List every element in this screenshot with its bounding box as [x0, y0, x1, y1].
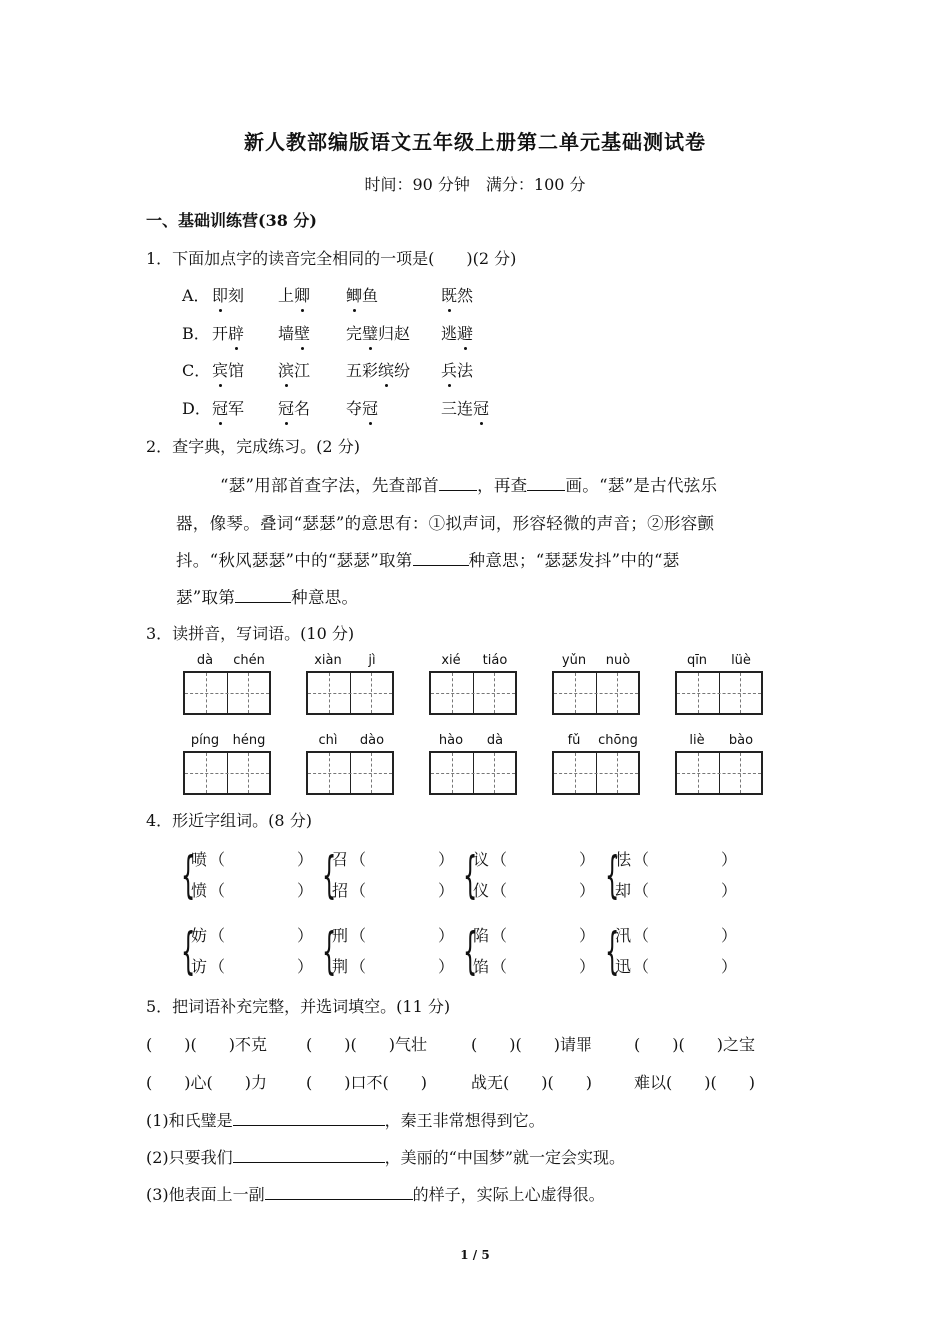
exam-info: 时间：90 分钟 满分：100 分 — [364, 175, 586, 194]
q2-text: 抖。“秋风瑟瑟”中的“瑟瑟”取第 — [176, 551, 413, 570]
similar-char: 却 — [615, 881, 632, 900]
option-word — [278, 358, 310, 381]
brace-icon: { — [605, 846, 620, 904]
q2-text: ，再查 — [477, 476, 528, 495]
option-letter: A． — [182, 286, 210, 305]
dotted-char: 冠 — [212, 396, 228, 419]
word-part: 归赵 — [378, 323, 411, 343]
word-part: 刻 — [228, 286, 245, 305]
dotted-char: 冠 — [362, 396, 378, 419]
grid-guide — [185, 693, 269, 694]
sentence-1 — [146, 1108, 545, 1131]
paren-open[interactable]: （ — [491, 881, 508, 900]
similar-char: 仪 — [473, 881, 490, 900]
idiom-blank[interactable]: ( )心( )力 — [146, 1073, 267, 1092]
similar-char: 愤 — [191, 881, 208, 900]
idiom-blank[interactable]: ( )( )气壮 — [306, 1035, 427, 1054]
paren-close: ） — [297, 881, 314, 900]
page-title: 新人教部编版语文五年级上册第二单元基础测试卷 — [244, 130, 706, 154]
pinyin-label: hào — [438, 733, 464, 748]
paren-open[interactable]: （ — [350, 850, 367, 869]
section-heading: 一、基础训练营(38 分) — [146, 211, 317, 230]
pinyin-label: yǔn — [561, 653, 587, 668]
paren-close: ） — [579, 850, 596, 869]
word-part: 馆 — [228, 361, 245, 380]
word-part: 开 — [212, 323, 229, 343]
sentence-2 — [146, 1145, 625, 1168]
dotted-char: 卿 — [294, 283, 310, 306]
paren-close: ） — [579, 957, 596, 976]
option-word — [212, 321, 244, 344]
option-word — [212, 358, 244, 381]
answer-blank[interactable] — [265, 1183, 413, 1200]
paren-close: ） — [579, 926, 596, 945]
option-word — [346, 283, 378, 306]
grid-guide — [677, 773, 761, 774]
similar-char: 汛 — [615, 926, 632, 945]
option-word — [441, 283, 473, 306]
paren-close: ） — [721, 850, 738, 869]
writing-box[interactable] — [675, 751, 763, 795]
sentence-text: ，秦王非常想得到它。 — [384, 1111, 545, 1130]
sentence-text: (2)只要我们 — [146, 1148, 233, 1167]
option-word — [212, 396, 244, 419]
dotted-char: 避 — [457, 321, 473, 344]
option-word — [278, 396, 310, 419]
similar-char: 荆 — [332, 957, 349, 976]
writing-box[interactable] — [429, 671, 517, 715]
dotted-char: 冠 — [473, 396, 489, 419]
dotted-char: 既 — [441, 283, 457, 306]
word-part: 法 — [457, 361, 474, 380]
sentence-text: 的样子，实际上心虚得很。 — [412, 1185, 605, 1204]
paren-open[interactable]: （ — [633, 926, 650, 945]
answer-blank[interactable] — [413, 549, 469, 566]
paren-open[interactable]: （ — [350, 881, 367, 900]
question-2-line-1 — [220, 472, 717, 496]
answer-blank[interactable] — [235, 586, 291, 603]
brace-icon: { — [463, 922, 478, 980]
pinyin-label: chōng — [598, 733, 638, 748]
pinyin-label: píng — [190, 733, 220, 748]
word-part: 鱼 — [362, 286, 379, 305]
word-part: 纷 — [394, 361, 411, 380]
question-2-stem: 2．查字典，完成练习。(2 分) — [146, 437, 360, 456]
writing-box[interactable] — [183, 751, 271, 795]
paren-close: ） — [297, 850, 314, 869]
sentence-text: (1)和氏璧是 — [146, 1111, 233, 1130]
dotted-char: 鲫 — [346, 283, 362, 306]
pinyin-label: dà — [196, 653, 214, 668]
pinyin-label: dào — [359, 733, 385, 748]
brace-icon: { — [322, 922, 337, 980]
pinyin-label: chì — [318, 733, 338, 748]
dotted-char: 辟 — [228, 321, 244, 344]
option-word — [212, 283, 244, 306]
grid-guide — [308, 693, 392, 694]
word-part: 夺 — [346, 398, 363, 418]
pinyin-label: liè — [689, 733, 705, 748]
similar-char: 妨 — [191, 926, 208, 945]
question-2-line-2: 器，像琴。叠词“瑟瑟”的意思有：①拟声词，形容轻微的声音；②形容颤 — [176, 514, 715, 533]
brace-icon: { — [463, 846, 478, 904]
paren-open[interactable]: （ — [209, 957, 226, 976]
writing-box[interactable] — [183, 671, 271, 715]
q2-text: 瑟”取第 — [176, 588, 236, 607]
paren-close: ） — [297, 957, 314, 976]
idiom-blank[interactable]: ( )口不( ) — [306, 1073, 427, 1092]
paren-open[interactable]: （ — [209, 881, 226, 900]
q2-text: 画。“瑟”是古代弦乐 — [565, 476, 718, 495]
similar-char: 馅 — [473, 957, 490, 976]
pinyin-label: fǔ — [567, 733, 581, 748]
paren-close: ） — [297, 926, 314, 945]
similar-char: 怯 — [615, 850, 632, 869]
paren-open[interactable]: （ — [350, 957, 367, 976]
idiom-blank[interactable]: 战无( )( ) — [471, 1073, 592, 1092]
word-part: 江 — [294, 361, 311, 380]
sentence-text: (3)他表面上一副 — [146, 1185, 265, 1204]
grid-guide — [185, 773, 269, 774]
question-2-line-3 — [176, 547, 680, 571]
paren-close: ） — [721, 881, 738, 900]
paren-open[interactable]: （ — [633, 881, 650, 900]
paren-close: ） — [438, 926, 455, 945]
grid-guide — [554, 693, 638, 694]
answer-blank[interactable] — [439, 474, 477, 491]
grid-guide — [431, 773, 515, 774]
grid-guide — [554, 773, 638, 774]
paren-open[interactable]: （ — [350, 926, 367, 945]
word-part: 逃 — [441, 323, 458, 343]
paren-close: ） — [721, 926, 738, 945]
question-2-line-4 — [176, 584, 358, 608]
similar-char: 刑 — [332, 926, 349, 945]
pinyin-label: qīn — [686, 653, 708, 668]
similar-char: 访 — [191, 957, 208, 976]
brace-icon: { — [605, 922, 620, 980]
writing-box[interactable] — [306, 751, 394, 795]
dotted-char: 璧 — [362, 321, 378, 344]
writing-box[interactable] — [306, 671, 394, 715]
dotted-char: 滨 — [278, 358, 294, 381]
pinyin-label: xié — [441, 653, 461, 668]
grid-guide — [431, 693, 515, 694]
similar-char: 招 — [332, 881, 349, 900]
pinyin-label: tiáo — [482, 653, 508, 668]
q2-text: 种意思。 — [291, 588, 359, 607]
pinyin-label: nuò — [605, 653, 631, 668]
option-word — [346, 358, 410, 381]
similar-char: 迅 — [615, 957, 632, 976]
paren-open[interactable]: （ — [209, 926, 226, 945]
pinyin-label: jì — [368, 653, 376, 668]
option-letter: C． — [182, 361, 211, 380]
paren-open[interactable]: （ — [633, 850, 650, 869]
pinyin-label: héng — [232, 733, 266, 748]
dotted-char: 兵 — [441, 358, 457, 381]
writing-box[interactable] — [552, 671, 640, 715]
sentence-3 — [146, 1182, 605, 1205]
word-part: 名 — [294, 398, 311, 418]
option-word — [346, 396, 378, 419]
option-word — [278, 321, 310, 344]
grid-guide — [308, 773, 392, 774]
option-word — [441, 396, 489, 419]
brace-icon: { — [181, 846, 196, 904]
question-4-stem: 4．形近字组词。(8 分) — [146, 811, 312, 830]
paren-open[interactable]: （ — [491, 850, 508, 869]
word-part: 墙 — [278, 323, 295, 343]
pinyin-label: dà — [486, 733, 504, 748]
word-part: 上 — [278, 286, 295, 305]
idiom-blank[interactable]: ( )( )不克 — [146, 1035, 267, 1054]
similar-char: 喷 — [191, 850, 208, 869]
word-part: 军 — [228, 398, 245, 418]
word-part: 完 — [346, 323, 363, 343]
answer-blank[interactable] — [233, 1146, 385, 1163]
question-5-stem: 5．把词语补充完整，并选词填空。(11 分) — [146, 997, 451, 1016]
option-letter: D． — [182, 398, 211, 418]
word-part: 五彩 — [346, 361, 379, 380]
answer-blank[interactable] — [233, 1109, 385, 1126]
dotted-char: 即 — [212, 283, 228, 306]
paren-open[interactable]: （ — [491, 957, 508, 976]
paren-open[interactable]: （ — [209, 850, 226, 869]
dotted-char: 壁 — [294, 321, 310, 344]
paren-close: ） — [579, 881, 596, 900]
paren-close: ） — [438, 881, 455, 900]
idiom-blank[interactable]: ( )( )之宝 — [634, 1035, 755, 1054]
pinyin-label: lüè — [731, 653, 751, 668]
brace-icon: { — [322, 846, 337, 904]
brace-icon: { — [181, 922, 196, 980]
similar-char: 召 — [332, 850, 349, 869]
paren-open[interactable]: （ — [633, 957, 650, 976]
question-1-stem: 1．下面加点字的读音完全相同的一项是( )(2 分) — [146, 249, 517, 268]
answer-blank[interactable] — [527, 474, 565, 491]
dotted-char: 冠 — [278, 396, 294, 419]
option-word — [441, 358, 473, 381]
dotted-char: 缤 — [378, 358, 394, 381]
pinyin-label: xiàn — [314, 653, 342, 668]
option-word — [278, 283, 310, 306]
idiom-blank[interactable]: ( )( )请罪 — [471, 1035, 592, 1054]
grid-guide — [677, 693, 761, 694]
q2-text: “瑟”用部首查字法，先查部首 — [220, 476, 440, 495]
similar-char: 陷 — [473, 926, 490, 945]
word-part: 三连 — [441, 398, 474, 418]
option-letter: B． — [182, 323, 210, 343]
writing-box[interactable] — [552, 751, 640, 795]
similar-char: 议 — [473, 850, 490, 869]
option-word — [441, 321, 473, 344]
pinyin-label: chén — [233, 653, 265, 668]
paren-close: ） — [721, 957, 738, 976]
page-number: 1 / 5 — [460, 1248, 490, 1262]
word-part: 然 — [457, 286, 474, 305]
writing-box[interactable] — [429, 751, 517, 795]
writing-box[interactable] — [675, 671, 763, 715]
idiom-blank[interactable]: 难以( )( ) — [634, 1073, 755, 1092]
q2-text: 种意思；“瑟瑟发抖”中的“瑟 — [468, 551, 680, 570]
sentence-text: ，美丽的“中国梦”就一定会实现。 — [384, 1148, 626, 1167]
option-word — [346, 321, 410, 344]
dotted-char: 宾 — [212, 358, 228, 381]
paren-close: ） — [438, 850, 455, 869]
paren-close: ） — [438, 957, 455, 976]
paren-open[interactable]: （ — [491, 926, 508, 945]
question-3-stem: 3．读拼音，写词语。(10 分) — [146, 624, 355, 643]
pinyin-label: bào — [728, 733, 754, 748]
